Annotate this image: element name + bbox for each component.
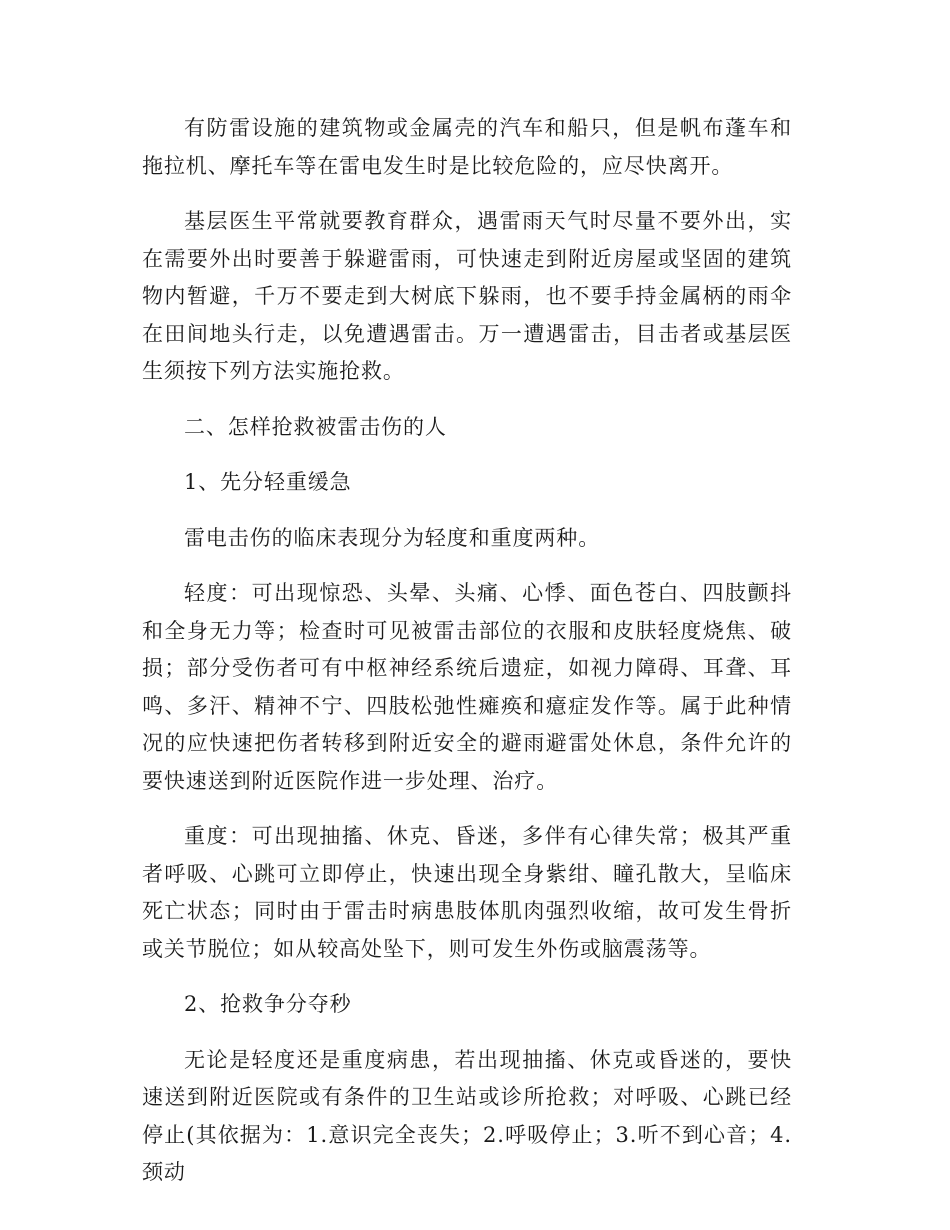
subheading-triage: 1、先分轻重缓急 (184, 470, 352, 494)
paragraph-emergency-transport: 无论是轻度还是重度病患，若出现抽搐、休克或昏迷的，要快速送到附近医院或有条件的卫生站或诊所抢救；对呼吸、心跳已经停止(其依据为：1.意识完全丧失；2.呼吸停止；3.听不到心音；4.颈动 (142, 1047, 792, 1184)
paragraph-severe-cases: 重度：可出现抽搐、休克、昏迷，多伴有心律失常；极其严重者呼吸、心跳可立即停止，快速出现全身紫绀、瞳孔散大，呈临床死亡状态；同时由于雷击时病患肢体肌肉强烈收缩，故可发生骨折或关节脱位；如从较高处坠下，则可发生外伤或脑震荡等。 (142, 824, 792, 961)
paragraph-clinical-types: 雷电击伤的临床表现分为轻度和重度两种。 (184, 525, 601, 550)
document-body (142, 110, 792, 1210)
paragraph-mild-cases: 轻度：可出现惊恐、头晕、头痛、心悸、面色苍白、四肢颤抖和全身无力等；检查时可见被雷击部位的衣服和皮肤轻度烧焦、破损；部分受伤者可有中枢神经系统后遗症，如视力障碍、耳聋、耳鸣、多汗、精神不宁、四肢松弛性瘫痪和癔症发作等。属于此种情况的应快速把伤者转移到附近安全的避雨避雷处休息，条件允许的要快速送到附近医院作进一步处理、治疗。 (142, 581, 792, 793)
subheading-race-against-time: 2、抢救争分夺秒 (184, 992, 352, 1016)
section-heading-rescue: 二、怎样抢救被雷击伤的人 (184, 414, 447, 439)
paragraph-lightning-protected-shelters: 有防雷设施的建筑物或金属壳的汽车和船只，但是帆布蓬车和拖拉机、摩托车等在雷电发生时是比较危险的，应尽快离开。 (142, 116, 792, 178)
paragraph-doctor-education: 基层医生平常就要教育群众，遇雷雨天气时尽量不要外出，实在需要外出时要善于躲避雷雨，可快速走到附近房屋或坚固的建筑物内暂避，千万不要走到大树底下躲雨，也不要手持金属柄的雨伞在田间地头行走，以免遭遇雷击。万一遭遇雷击，目击者或基层医生须按下列方法实施抢救。 (142, 209, 792, 383)
